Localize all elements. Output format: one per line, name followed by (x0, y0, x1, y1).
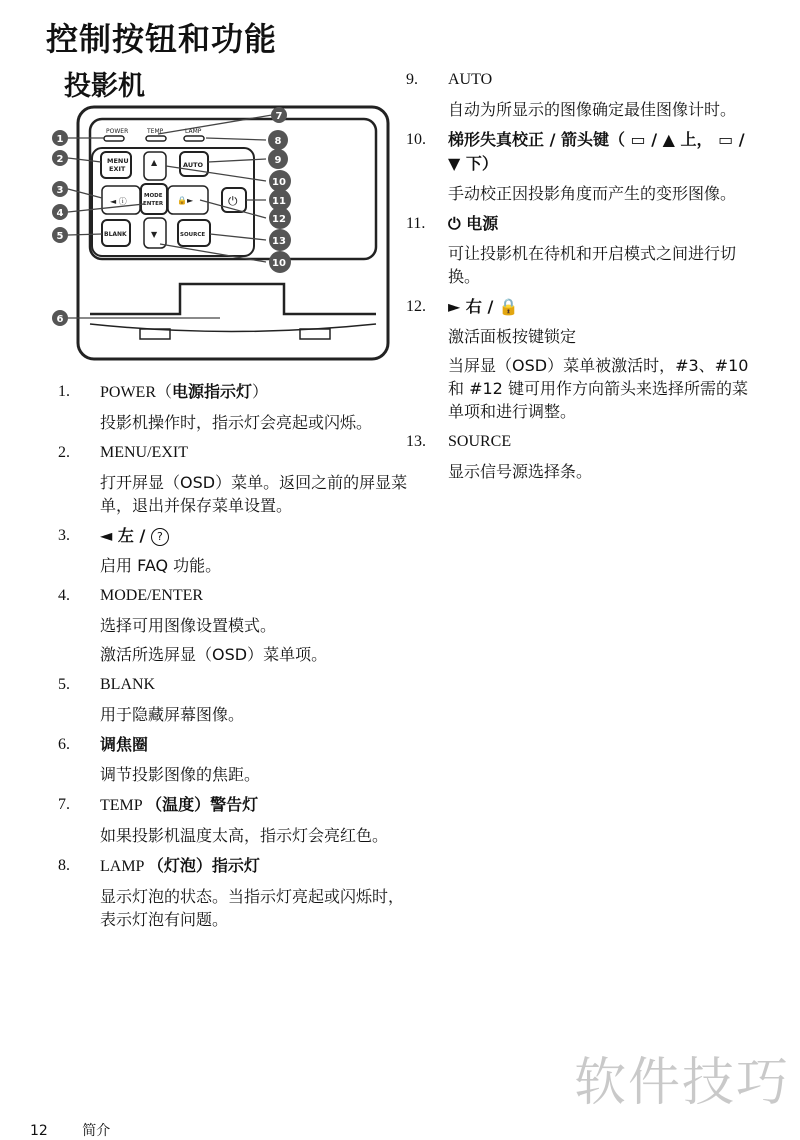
item-head: 梯形失真校正 / 箭头键（ ▭ / ▲ 上， ▭ / ▼ 下） (448, 130, 745, 173)
item-description: 当屏显（OSD）菜单被激活时，#3、#10 和 #12 键可用作方向箭头来选择所需的菜单项和进行调整。 (448, 356, 749, 421)
list-item-8 (58, 854, 408, 931)
list-item-6 (58, 733, 408, 786)
blank-label: BLANK (104, 231, 127, 238)
control-panel-diagram (40, 104, 400, 366)
item-description: 调节投影图像的焦距。 (100, 765, 261, 784)
page-footer (30, 1120, 140, 1140)
item-number: 9. (406, 71, 418, 88)
mode-label: MODE (144, 193, 163, 199)
list-item-9 (406, 68, 756, 121)
menu-label: MENU (107, 157, 129, 165)
item-head: ► 右 / 🔒 (448, 297, 519, 316)
lamp-indicator-light (184, 136, 204, 141)
item-description: 显示信号源选择条。 (448, 462, 593, 481)
list-item-7 (58, 793, 408, 847)
exit-label: EXIT (109, 165, 126, 173)
callout-1-label: 1 (56, 134, 64, 145)
item-number: 3. (58, 527, 70, 544)
lens-edge (90, 324, 376, 332)
callout-4-label: 4 (56, 208, 64, 219)
feature-list-left (58, 380, 408, 938)
list-item-13 (406, 430, 756, 483)
callout-10-lower-label: 10 (272, 258, 286, 269)
list-item-12 (406, 295, 756, 423)
temp-indicator-light (146, 136, 166, 141)
callout-lines (68, 115, 272, 318)
footer-section: 简介 (82, 1123, 111, 1139)
item-description: 自动为所显示的图像确定最佳图像计时。 (448, 100, 737, 119)
item-head: MODE/ENTER (100, 587, 204, 604)
down-arrow-icon: ▼ (151, 230, 158, 239)
item-description: 手动校正因投影角度而产生的变形图像。 (448, 184, 737, 203)
enter-label: ENTER (143, 201, 164, 207)
lock-right-arrow-icon: 🔒► (177, 196, 194, 205)
item-head: ⏻ 电源 (448, 214, 499, 233)
power-icon: ⏻ (228, 194, 238, 208)
item-head: TEMP (100, 797, 143, 814)
item-number: 10. (406, 131, 426, 148)
list-item-4 (58, 584, 408, 666)
item-description: 激活所选屏显（OSD）菜单项。 (100, 645, 328, 664)
item-head: SOURCE (448, 433, 512, 450)
item-head-tail: ） (252, 384, 269, 401)
callout-13-label: 13 (272, 236, 286, 247)
item-head: POWER（ (100, 384, 173, 401)
indicator-label-power: POWER (106, 128, 129, 135)
item-description: 如果投影机温度太高，指示灯会亮红色。 (100, 826, 389, 845)
item-description: 启用 FAQ 功能。 (100, 556, 222, 575)
item-head-cn: （温度）警告灯 (146, 795, 259, 814)
item-description: 投影机操作时，指示灯会亮起或闪烁。 (100, 413, 373, 432)
callout-6-label: 6 (56, 314, 64, 325)
callout-2-label: 2 (56, 154, 64, 165)
item-description: 选择可用图像设置模式。 (100, 616, 277, 635)
list-item-5 (58, 673, 408, 726)
list-item-3 (58, 524, 408, 577)
item-number: 2. (58, 444, 70, 461)
faq-icon: ? (151, 528, 169, 546)
left-arrow-head: ◄ 左 / (100, 526, 146, 545)
callout-12-label: 12 (272, 214, 286, 225)
item-number: 12. (406, 298, 426, 315)
indicator-label-lamp: LAMP (185, 128, 202, 135)
callout-3-label: 3 (56, 185, 64, 196)
left-arrow-icon: ◄ ⓘ (110, 197, 127, 206)
mode-enter-button[interactable] (141, 184, 167, 214)
item-number: 4. (58, 587, 70, 604)
auto-label: AUTO (183, 161, 204, 169)
power-indicator-light (104, 136, 124, 141)
list-item-10 (406, 128, 756, 205)
page-title: 控制按钮和功能 (46, 20, 278, 58)
item-number: 1. (58, 383, 70, 400)
item-head-cn: 电源指示灯 (172, 382, 253, 401)
foot-right (300, 329, 330, 339)
callout-7-label: 7 (275, 111, 283, 122)
feature-list-right (406, 68, 756, 490)
up-arrow-icon: ▲ (151, 158, 158, 167)
item-head: LAMP (100, 858, 144, 875)
focus-ring-housing (90, 284, 376, 314)
callout-10-label: 10 (272, 177, 286, 188)
item-description: 激活面板按键锁定 (448, 327, 577, 346)
item-number: 5. (58, 676, 70, 693)
item-head: 调焦圈 (100, 735, 149, 754)
item-number: 11. (406, 215, 426, 232)
item-number: 6. (58, 736, 70, 753)
list-item-1 (58, 380, 408, 434)
item-number: 7. (58, 796, 70, 813)
item-head-cn: （灯泡）指示灯 (147, 856, 260, 875)
item-description: 打开屏显（OSD）菜单。返回之前的屏显菜单，退出并保存菜单设置。 (100, 473, 408, 515)
callout-9-label: 9 (274, 155, 282, 166)
item-head: MENU/EXIT (100, 444, 188, 461)
section-title: 投影机 (64, 71, 145, 102)
watermark: 软件技巧 (573, 1053, 790, 1113)
callout-8-label: 8 (274, 136, 282, 147)
item-description: 显示灯泡的状态。当指示灯亮起或闪烁时，表示灯泡有问题。 (100, 887, 405, 929)
item-head: BLANK (100, 676, 156, 693)
list-item-11 (406, 212, 756, 288)
page-number: 12 (30, 1123, 48, 1139)
indicator-label-temp: TEMP (147, 128, 164, 135)
callout-5-label: 5 (56, 231, 64, 242)
item-number: 13. (406, 433, 426, 450)
item-head: AUTO (448, 71, 493, 88)
source-label: SOURCE (180, 232, 206, 238)
item-description: 用于隐藏屏幕图像。 (100, 705, 245, 724)
list-item-2 (58, 441, 408, 517)
control-panel-svg (40, 104, 400, 366)
item-number: 8. (58, 857, 70, 874)
item-description: 可让投影机在待机和开启模式之间进行切换。 (448, 244, 737, 286)
callout-11-label: 11 (272, 196, 286, 207)
